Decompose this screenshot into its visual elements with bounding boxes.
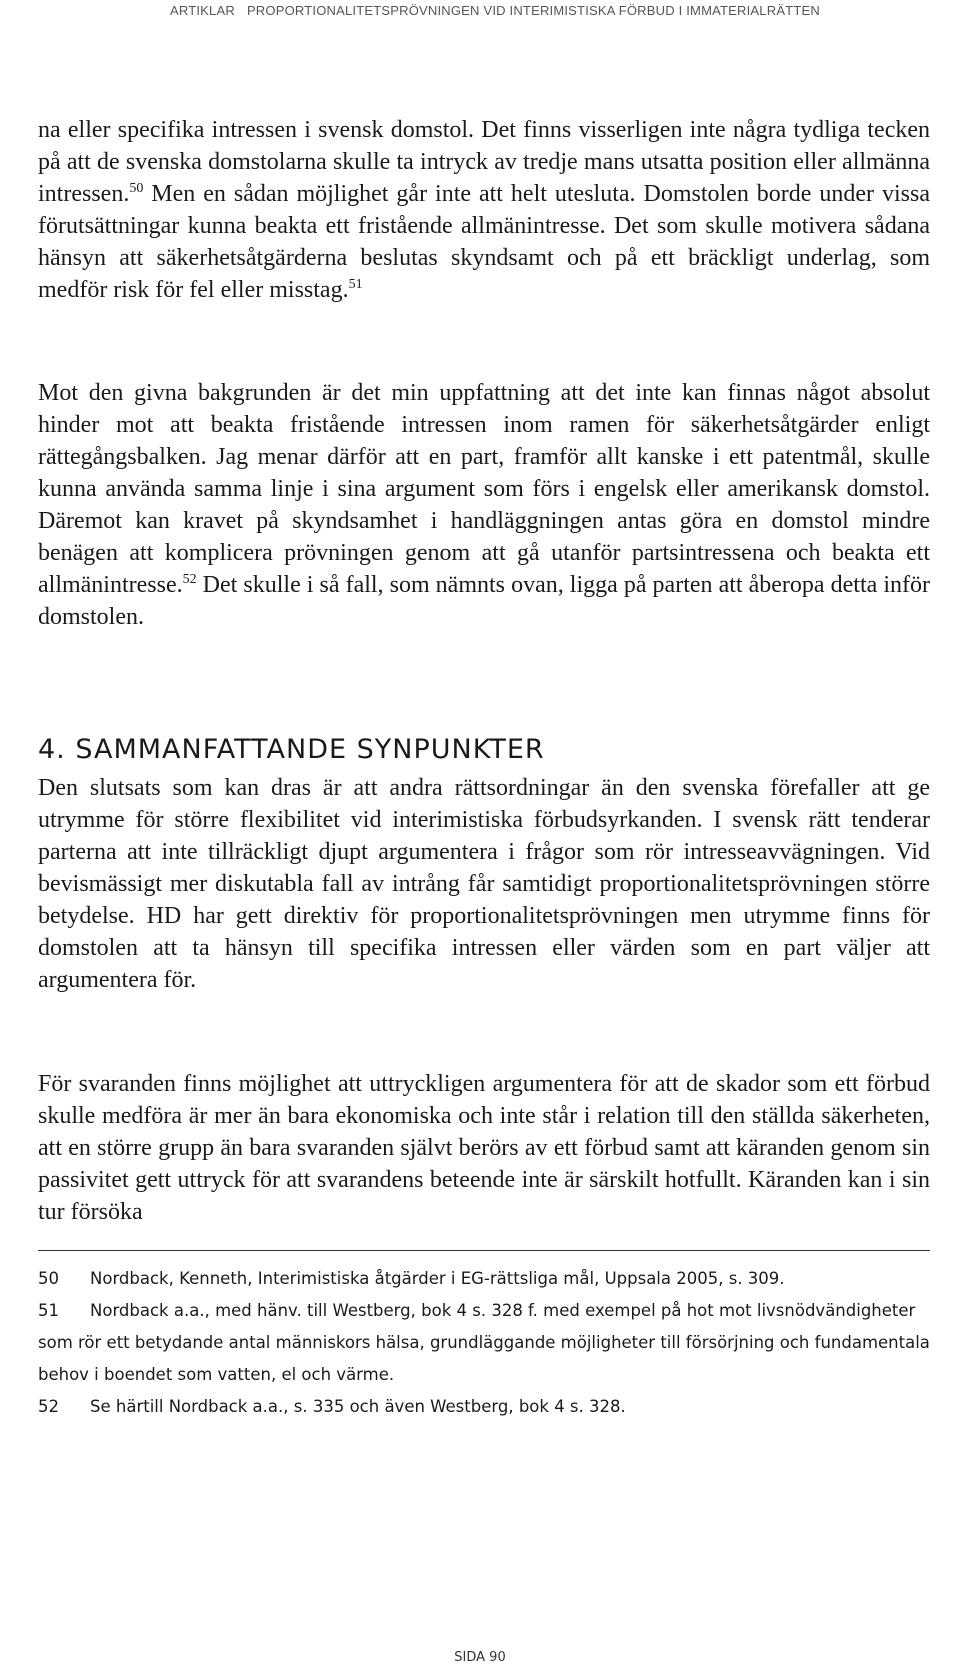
running-header: [170, 3, 930, 18]
footnote-text: Nordback a.a., med hänv. till Westberg, bok 4 s. 328 f. med exempel på hot mot livsnödvändigheter som rör ett betydande antal människors hälsa, grundläggande möjligheter till försörjning och fundamentala behov i boendet som vatten, el och värme.: [38, 1301, 930, 1384]
footnote-number: 50: [38, 1269, 59, 1288]
footnote-divider: [38, 1250, 930, 1251]
paragraph-2-text-a: Mot den givna bakgrunden är det min uppfattning att det inte kan finnas något absolut hinder mot att beakta fristående intressen inom ramen för säkerhetsåtgärder enligt rättegångsbalken. Jag menar därför att en part, framför allt kanske i ett patentmål, skulle kunna använda samma linje i sina argument som förs i engelsk eller amerikansk domstol. Däremot kan kravet på skyndsamhet i handläggningen antas göra en domstol mindre benägen att komplicera prövningen genom att gå utanför partsintressena och beakta ett allmänintresse.: [38, 380, 930, 598]
header-title: PROPORTIONALITETSPRÖVNINGEN VID INTERIMISTISKA FÖRBUD I IMMATERIALRÄTTEN: [246, 3, 820, 18]
footnote-text: Se härtill Nordback a.a., s. 335 och även Westberg, bok 4 s. 328.: [90, 1397, 626, 1416]
section-heading: 4. SAMMANFATTANDE SYNPUNKTER: [38, 734, 545, 765]
footnote-item: [38, 1295, 930, 1391]
paragraph-1-text-a: na eller specifika intressen i svensk domstol. Det finns visserligen inte några tydliga tecken på att de svenska domstolarna skulle ta intryck av tredje mans utsatta position eller allmänna intressen.: [38, 117, 930, 207]
paragraph-2-text-b: Det skulle i så fall, som nämnts ovan, ligga på parten att åberopa detta inför domstolen.: [38, 572, 930, 630]
footnote-number: 51: [38, 1301, 59, 1320]
footnote-item: [38, 1263, 930, 1295]
paragraph-3: Den slutsats som kan dras är att andra rättsordningar än den svenska förefaller att ge utrymme för större flexibilitet vid interimistiska förbudsyrkanden. I svensk rätt tenderar parterna att inte tillräckligt djupt argumentera i frågor som rör intresseavvägningen. Vid bevismässigt mer diskutabla fall av intrång får samtidigt proportionalitetsprövningen större betydelse. HD har gett direktiv för proportionalitetsprövningen men utrymme finns för domstolen att ta hänsyn till specifika intressen eller värden som en part väljer att argumentera för.: [38, 775, 930, 993]
footnote-item: [38, 1391, 930, 1423]
header-section: ARTIKLAR: [170, 3, 235, 18]
footnote-ref-50[interactable]: 50: [129, 181, 144, 196]
page-number: SIDA 90: [454, 1650, 506, 1665]
footnote-ref-51[interactable]: 51: [348, 277, 363, 292]
paragraph-4: För svaranden finns möjlighet att uttryckligen argumentera för att de skador som ett förbud skulle medföra är mer än bara ekonomiska och inte står i relation till den ställda säkerheten, att en större grupp än bara svaranden självt berörs av ett förbud samt att käranden genom sin passivitet gett uttryck för att svarandens beteende inte är särskilt hotfullt. Käranden kan i sin tur försöka: [38, 1071, 930, 1225]
footnote-text: Nordback, Kenneth, Interimistiska åtgärder i EG-rättsliga mål, Uppsala 2005, s. 309.: [90, 1269, 785, 1288]
paragraph-1: [38, 114, 930, 306]
footnote-number: 52: [38, 1397, 59, 1416]
paragraph-1-text-b: Men en sådan möjlighet går inte att helt utesluta. Domstolen borde under vissa förutsättningar kunna beakta ett fristående allmänintresse. Det som skulle motivera sådana hänsyn att säkerhetsåtgärderna beslutas skyndsamt och på ett bräckligt underlag, som medför risk för fel eller misstag.: [38, 181, 930, 303]
footnote-ref-52[interactable]: 52: [182, 572, 197, 587]
footnotes: [38, 1263, 930, 1423]
paragraph-2: [38, 377, 930, 633]
